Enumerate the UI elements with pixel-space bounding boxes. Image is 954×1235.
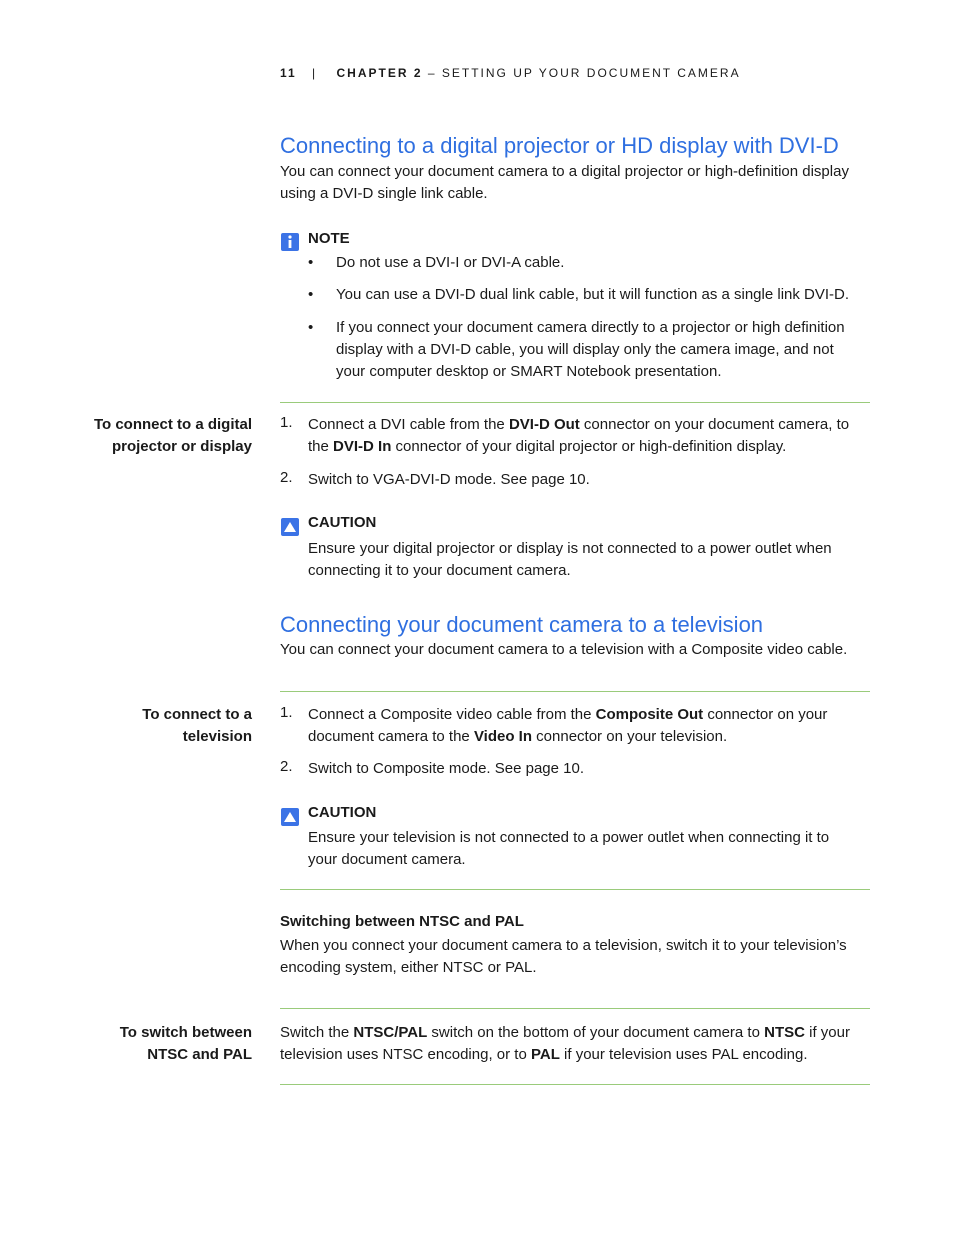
instruction-part: if your television uses PAL encoding.: [559, 1046, 808, 1063]
connector-name: DVI-D In: [333, 438, 392, 455]
chapter-label: CHAPTER 2: [336, 66, 423, 80]
step-text-part: Connect a DVI cable from the: [308, 416, 509, 433]
dvi-intro-line1: You can connect your document camera to a digital projector or high-definition display: [280, 163, 849, 180]
switch-name: NTSC/PAL: [353, 1024, 428, 1041]
connector-name: Composite Out: [595, 706, 704, 723]
procedure-label-line2: projector or display: [111, 438, 252, 455]
warning-triangle-icon: [281, 808, 299, 826]
warning-triangle-icon: [281, 518, 299, 536]
info-icon: [281, 233, 299, 251]
connector-name: DVI-D Out: [508, 416, 580, 433]
divider: [280, 889, 870, 890]
dvi-intro-line2: using a DVI-D single link cable.: [280, 185, 488, 202]
section-heading-dvi: Connecting to a digital projector or HD display with DVI-D: [280, 133, 839, 158]
connector-name: Video In: [473, 728, 533, 745]
step-text-part: connector of your digital projector or high-definition display.: [391, 438, 787, 455]
procedure-label-dvi: [52, 414, 252, 458]
procedure-label-line2: NTSC and PAL: [147, 1046, 252, 1063]
ntsc-pal-intro-line1: When you connect your document camera to a television, switch it to your television’s: [280, 937, 847, 954]
divider: [280, 1084, 870, 1085]
note-label: NOTE: [308, 230, 350, 247]
note-item: [336, 317, 876, 383]
step-number: 2.: [280, 469, 293, 486]
ntsc-pal-intro: [280, 935, 870, 979]
bullet-marker: •: [308, 319, 314, 336]
step-text-part: connector on your television.: [532, 728, 728, 745]
instruction-part: if your: [804, 1024, 850, 1041]
step-text-part: connector on your document camera, to: [579, 416, 850, 433]
step-text: [308, 414, 873, 458]
step-text: Switch to VGA-DVI-D mode. See page 10.: [308, 471, 590, 488]
step-text-part: the: [308, 438, 334, 455]
divider: [280, 691, 870, 692]
instruction-part: switch on the bottom of your document camera to: [427, 1024, 765, 1041]
step-text-part: connector on your: [703, 706, 828, 723]
procedure-label-line1: To connect to a: [142, 706, 252, 723]
procedure-label-line1: To switch between: [119, 1024, 252, 1041]
chapter-title: SETTING UP YOUR DOCUMENT CAMERA: [441, 66, 741, 80]
procedure-label-line2: television: [182, 728, 252, 745]
note-item-line1: If you connect your document camera directly to a projector or high definition: [336, 319, 845, 336]
caution-label: CAUTION: [308, 804, 377, 821]
caution-line2: connecting it to your document camera.: [308, 562, 571, 579]
caution-line1: Ensure your television is not connected to a power outlet when connecting it to: [308, 829, 830, 846]
note-item: Do not use a DVI-I or DVI-A cable.: [336, 254, 565, 271]
instruction-part: Switch the: [280, 1024, 354, 1041]
mode-name: NTSC: [764, 1024, 805, 1041]
header-dash: –: [427, 66, 437, 80]
procedure-label-television: [52, 704, 252, 748]
caution-line2: your document camera.: [308, 851, 466, 868]
bullet-marker: •: [308, 286, 314, 303]
divider: [280, 1008, 870, 1009]
bullet-marker: •: [308, 254, 314, 271]
procedure-label-line1: To connect to a digital: [93, 416, 252, 433]
step-number: 1.: [280, 414, 293, 431]
mode-name: PAL: [530, 1046, 560, 1063]
step-text: Switch to Composite mode. See page 10.: [308, 760, 584, 777]
divider: [280, 402, 870, 403]
step-number: 2.: [280, 758, 293, 775]
page-number: 11: [280, 66, 297, 80]
television-intro: You can connect your document camera to a television with a Composite video cable.: [280, 641, 848, 658]
dvi-intro: [280, 161, 870, 205]
ntsc-pal-instruction: [280, 1022, 870, 1066]
caution-text: [308, 538, 873, 582]
step-text: [308, 704, 873, 748]
subsection-heading-ntsc-pal: Switching between NTSC and PAL: [280, 913, 524, 930]
note-item: You can use a DVI-D dual link cable, but it will function as a single link DVI-D.: [336, 286, 850, 303]
running-header: [280, 66, 741, 80]
caution-label: CAUTION: [308, 514, 377, 531]
caution-text: [308, 827, 873, 871]
ntsc-pal-intro-line2: encoding system, either NTSC or PAL.: [280, 959, 537, 976]
note-item-line2: display with a DVI-D cable, you will display only the camera image, and not: [336, 341, 834, 358]
instruction-part: television uses NTSC encoding, or to: [280, 1046, 531, 1063]
procedure-label-ntsc-pal: [52, 1022, 252, 1066]
note-item-line3: your computer desktop or SMART Notebook presentation.: [336, 363, 722, 380]
step-text-part: document camera to the: [308, 728, 474, 745]
section-heading-television: Connecting your document camera to a television: [280, 612, 764, 637]
step-number: 1.: [280, 704, 293, 721]
step-text-part: Connect a Composite video cable from the: [308, 706, 596, 723]
header-separator: |: [312, 66, 318, 80]
caution-line1: Ensure your digital projector or display is not connected to a power outlet when: [308, 540, 832, 557]
